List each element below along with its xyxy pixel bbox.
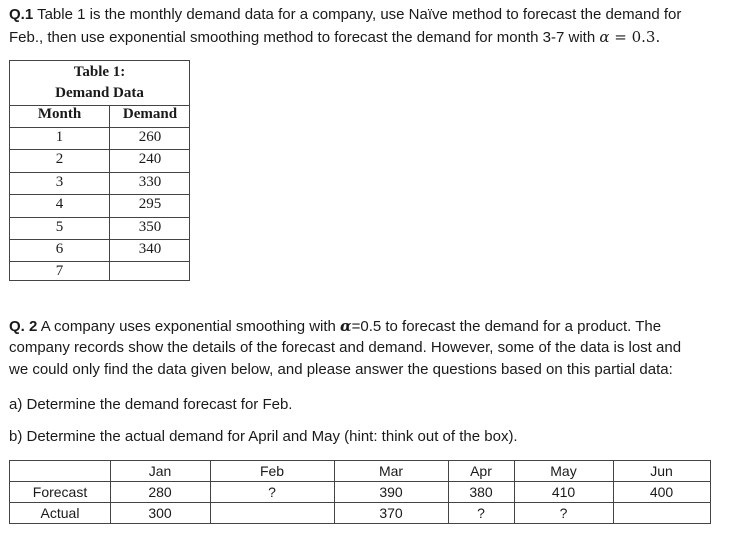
table2-value-cell bbox=[613, 503, 710, 524]
table2-header-cell: Jan bbox=[148, 463, 172, 479]
q2-alpha: α bbox=[340, 317, 352, 335]
table2-value-cell: 400 bbox=[649, 484, 674, 500]
table1-month-cell: 4 bbox=[55, 196, 64, 213]
table2-value-cell bbox=[210, 503, 334, 524]
q1-text-1: Table 1 is the monthly demand data for a company, use Naïve method to forecast the demand for bbox=[33, 6, 682, 23]
table1-row-divider bbox=[10, 127, 189, 128]
table1-row-divider bbox=[10, 239, 189, 240]
table2-value-cell: 280 bbox=[148, 484, 172, 500]
q1-alpha-value: = 0.3. bbox=[609, 28, 661, 46]
table1-row-divider bbox=[10, 217, 189, 218]
table2-header-cell: Feb bbox=[259, 463, 285, 479]
table2-value-cell: 410 bbox=[551, 484, 576, 500]
table2-value-cell: ? bbox=[559, 505, 568, 521]
demand-table bbox=[9, 60, 190, 281]
q1-text-2: Feb., then use exponential smoothing method to forecast the demand for month 3-7 with bbox=[9, 29, 600, 46]
table2-value-cell: 300 bbox=[148, 505, 172, 521]
table2-value-cell: 370 bbox=[379, 505, 403, 521]
q2-part-a: a) Determine the demand forecast for Feb. bbox=[9, 396, 293, 413]
table1-row-divider bbox=[10, 172, 189, 173]
table1-header-month: Month bbox=[37, 106, 82, 122]
table1-demand-cell: 340 bbox=[138, 241, 162, 257]
table1-row-divider bbox=[10, 149, 189, 150]
table1-caption-2: Demand Data bbox=[55, 85, 144, 101]
q2-line-1 bbox=[9, 315, 661, 338]
forecast-table bbox=[9, 460, 711, 524]
table2-header-cell: Mar bbox=[378, 463, 404, 479]
table1-month-cell: 3 bbox=[55, 173, 64, 190]
q2-text-1b: =0.5 to forecast the demand for a product. The bbox=[351, 318, 662, 335]
table1-demand-cell: 295 bbox=[138, 196, 162, 213]
table2-row-label: Actual bbox=[40, 505, 80, 521]
table1-caption-1: Table 1: bbox=[73, 64, 126, 80]
table1-demand-cell: 260 bbox=[138, 129, 162, 145]
q1-label: Q.1 bbox=[9, 6, 34, 23]
q2-label: Q. 2 bbox=[9, 318, 38, 335]
q2-line-3: we could only find the data given below, and please answer the questions based on this partial data: bbox=[9, 361, 673, 378]
q2-line-2: company records show the details of the forecast and demand. However, some of the data is lost and bbox=[9, 339, 682, 356]
q2-text-1a: A company uses exponential smoothing with bbox=[37, 318, 341, 335]
table2-value-cell: 380 bbox=[469, 484, 493, 500]
table1-demand-cell: 350 bbox=[138, 218, 162, 235]
q1-line-2 bbox=[9, 26, 660, 49]
table1-month-cell: 6 bbox=[55, 241, 64, 257]
q2-part-b: b) Determine the actual demand for April and May (hint: think out of the box). bbox=[9, 428, 518, 445]
table1-month-cell: 5 bbox=[55, 218, 64, 235]
table1-row-divider bbox=[10, 194, 189, 195]
table1-demand-cell: 330 bbox=[138, 173, 162, 190]
table2-header-cell: Jun bbox=[650, 463, 673, 479]
q1-line-1 bbox=[9, 4, 681, 26]
table2-value-cell: ? bbox=[477, 505, 485, 521]
table2-header-cell bbox=[10, 461, 110, 482]
table2-header-cell: May bbox=[550, 463, 577, 479]
table2-value-cell: 390 bbox=[379, 484, 403, 500]
table2-value-cell: ? bbox=[268, 484, 276, 500]
table1-row-divider bbox=[10, 261, 189, 262]
table1-month-cell: 7 bbox=[55, 263, 64, 280]
table1-demand-cell: 240 bbox=[138, 151, 162, 168]
table2-row-label: Forecast bbox=[32, 484, 88, 500]
table1-header-demand: Demand bbox=[122, 106, 178, 122]
table2-header-cell: Apr bbox=[470, 463, 492, 479]
q1-alpha: α bbox=[599, 28, 610, 46]
table1-month-cell: 2 bbox=[55, 151, 64, 168]
table1-month-cell: 1 bbox=[55, 129, 64, 145]
